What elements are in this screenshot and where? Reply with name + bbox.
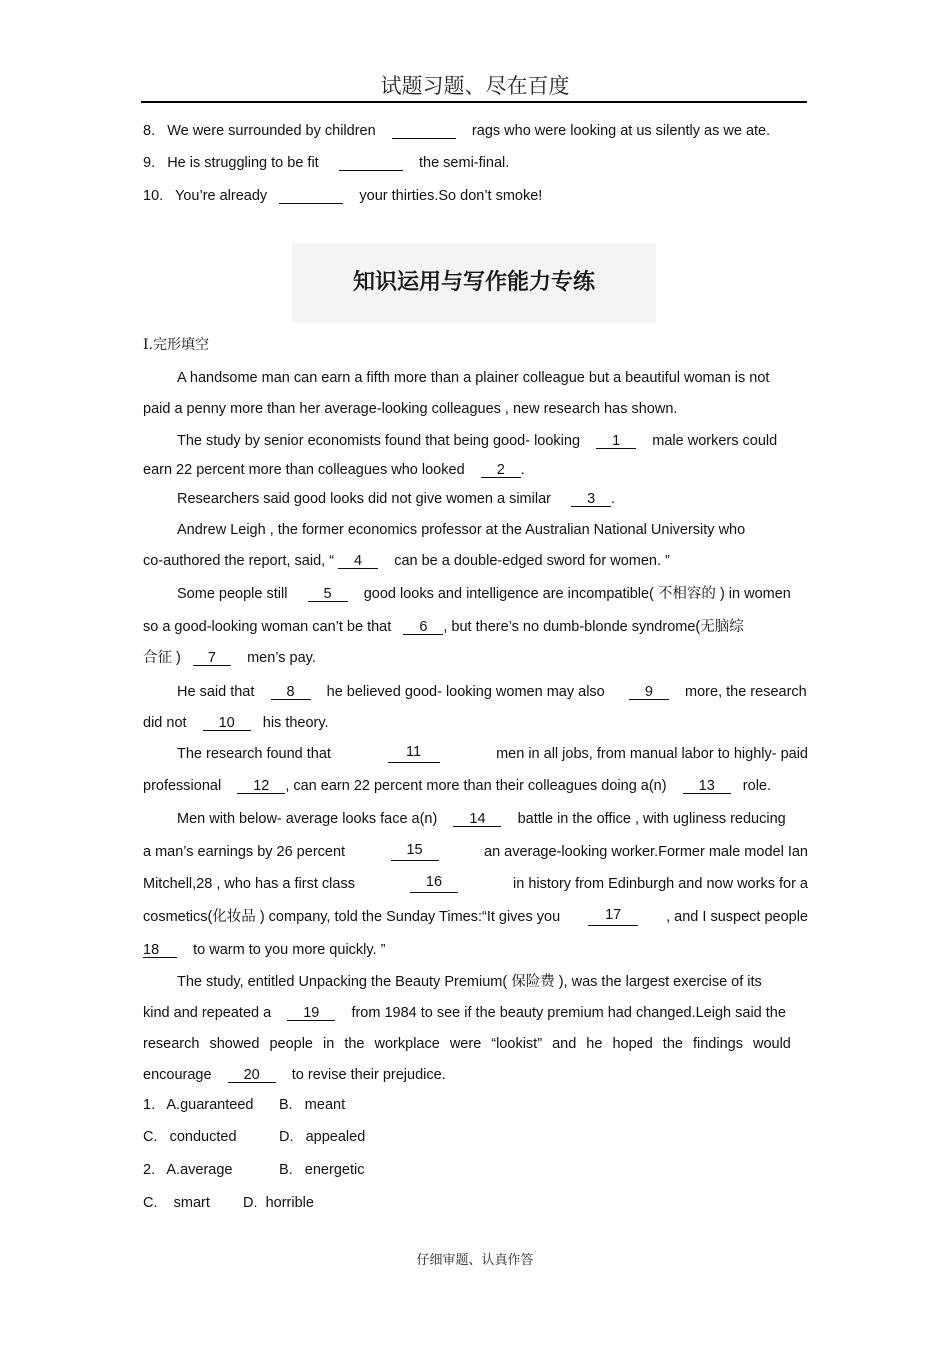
answer-blank[interactable]: 20 [228,1068,276,1083]
answer-blank[interactable]: 9 [629,685,669,700]
answer-blank[interactable]: 17 [588,908,638,926]
answer-blank[interactable]: 10 [203,716,251,731]
option-line: C. smart [143,1195,210,1211]
option-c[interactable]: smart [173,1195,210,1211]
passage-line: Andrew Leigh , the former economics professor at the Australian National University who [177,522,746,538]
passage-line: a man’s earnings by 26 percent 15 an average-looking worker.Former male model Ian [143,842,808,860]
passage-line: The study, entitled Unpacking the Beauty Premium( 保险费 ), was the largest exercise of its [177,974,762,990]
passage-line: Men with below- average looks face a(n) 14 battle in the office , with ugliness reducing [177,811,786,827]
passage-line: Mitchell,28 , who has a first class 16 in history from Edinburgh and now works for a [143,874,808,892]
passage-line: The research found that 11 men in all jobs, from manual labor to highly- paid [177,744,808,762]
page-footer: 仔细审题、认真作答 [416,1253,534,1268]
passage-line: paid a penny more than her average-looking colleagues , new research has shown. [143,401,678,417]
header-rule [141,101,807,103]
section-title: Ⅰ.完形填空 [143,337,209,353]
option-line: C. conducted [143,1129,237,1145]
exercise-item: 8. We were surrounded by children rags who were looking at us silently as we ate. [143,123,771,139]
passage-line: earn 22 percent more than colleagues who looked 2 . [143,462,525,478]
passage-line: He said that 8 he believed good- looking women may also 9 more, the research [177,684,807,700]
answer-blank[interactable]: 11 [388,745,440,763]
answer-blank[interactable]: 5 [308,587,348,602]
option-b[interactable]: B. meant [279,1097,346,1113]
answer-blank[interactable]: 18 [143,943,177,958]
exercise-item: 9. He is struggling to be fit the semi-final. [143,155,510,171]
option-b[interactable]: B. energetic [279,1162,365,1178]
page-header-title: 试题习题、尽在百度 [380,74,570,98]
passage-line: so a good-looking woman can’t be that 6 , but there’s no dumb-blonde syndrome(无脑综 [143,619,744,635]
passage-line: cosmetics(化妆品 ) company, told the Sunday Times:“It gives you 17 , and I suspect people [143,907,808,925]
passage-line: encourage 20 to revise their prejudice. [143,1067,446,1083]
answer-blank[interactable]: 14 [453,812,501,827]
answer-blank[interactable] [392,124,456,139]
passage-line: 18 to warm to you more quickly. ” [143,942,386,958]
answer-blank[interactable]: 19 [287,1006,335,1021]
option-line: 2. A.average [143,1162,233,1178]
option-a[interactable]: A.guaranteed [166,1097,254,1113]
passage-line: Some people still 5 good looks and intelligence are incompatible( 不相容的 ) in women [177,586,791,602]
answer-blank[interactable]: 12 [237,779,285,794]
passage-line: Researchers said good looks did not give women a similar 3 . [177,491,616,507]
passage-line: The study by senior economists found that being good- looking 1 male workers could [177,433,778,449]
option-d[interactable]: D. appealed [279,1129,366,1145]
passage-line: 合征 ) 7 men’s pay. [143,650,316,666]
answer-blank[interactable]: 15 [391,843,439,861]
option-c[interactable]: conducted [169,1129,237,1145]
passage-line: A handsome man can earn a fifth more than a plainer colleague but a beautiful woman is not [177,370,770,386]
answer-blank[interactable]: 2 [481,463,521,478]
option-line: 1. A.guaranteed [143,1097,254,1113]
option-d[interactable]: D. horrible [243,1195,314,1211]
passage-line: professional 12 , can earn 22 percent more than their colleagues doing a(n) 13 role. [143,778,772,794]
answer-blank[interactable] [339,156,403,171]
passage-line: did not 10 his theory. [143,715,329,731]
passage-line: kind and repeated a 19 from 1984 to see if the beauty premium had changed.Leigh said the [143,1005,786,1021]
answer-blank[interactable]: 3 [571,492,611,507]
answer-blank[interactable]: 7 [193,651,231,666]
answer-blank[interactable]: 16 [410,875,458,893]
answer-blank[interactable]: 13 [683,779,731,794]
passage-line: co-authored the report, said, “ 4 can be a double-edged sword for women. ” [143,553,670,569]
option-a[interactable]: A.average [166,1162,233,1178]
answer-blank[interactable]: 6 [403,620,443,635]
answer-blank[interactable]: 1 [596,434,636,449]
answer-blank[interactable]: 8 [271,685,311,700]
section-banner: 知识运用与写作能力专练 [292,243,656,323]
answer-blank[interactable] [279,189,343,204]
exercise-item: 10. You’re already your thirties.So don’t smoke! [143,188,543,204]
answer-blank[interactable]: 4 [338,554,378,569]
passage-line: research showed people in the workplace were “lookist” and he hoped the findings would [143,1036,791,1052]
